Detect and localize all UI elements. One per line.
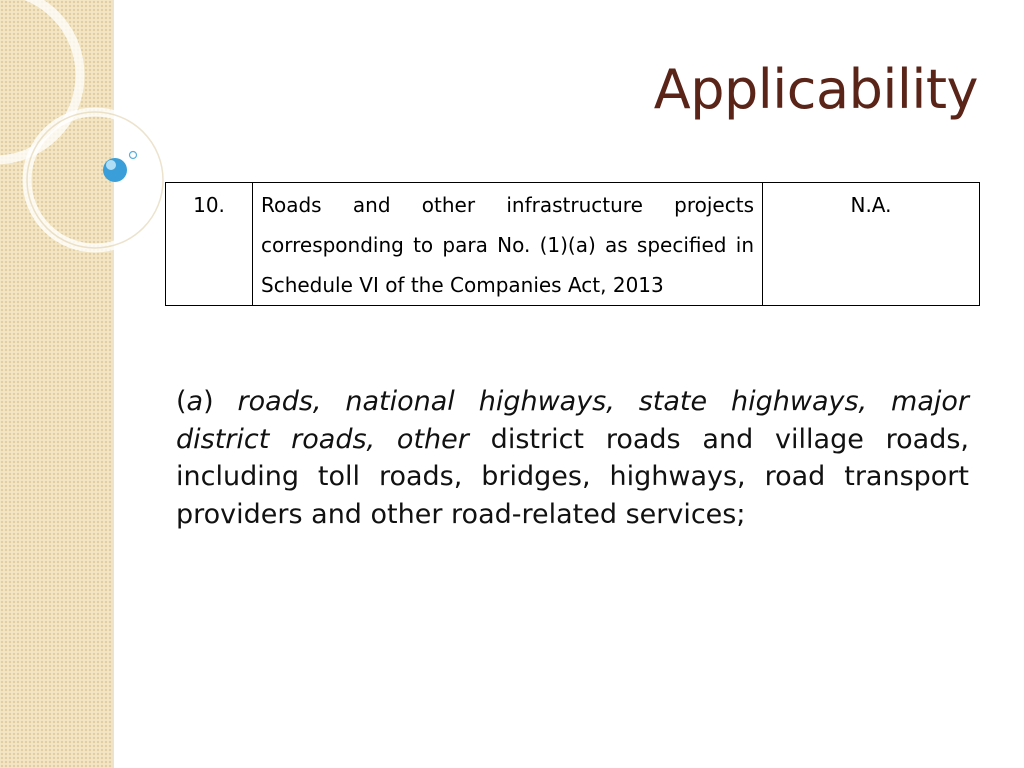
clause-letter: a — [186, 386, 204, 417]
schedule-excerpt — [176, 383, 969, 533]
row-number: 10. — [166, 183, 253, 306]
row-description: Roads and other infrastructure projects corresponding to para No. (1)(a) as specified in Schedule VI of the Companies Act, 2013 — [253, 183, 763, 306]
decorative-rings — [0, 0, 170, 260]
excerpt-regular-text: district roads and village roads, including toll roads, bridges, highways, road transport providers and other road-related services; — [176, 423, 970, 530]
open-paren: ( — [176, 386, 187, 417]
blue-bubble-icon — [103, 158, 127, 182]
table-row — [166, 183, 980, 306]
excerpt-italic-text: roads, national highways, state highways, major district roads, other — [176, 386, 969, 455]
slide-title: Applicability — [653, 58, 978, 121]
small-bubble-icon — [130, 152, 137, 159]
applicability-table — [165, 182, 980, 306]
close-paren: ) — [203, 386, 214, 417]
row-status: N.A. — [763, 183, 980, 306]
